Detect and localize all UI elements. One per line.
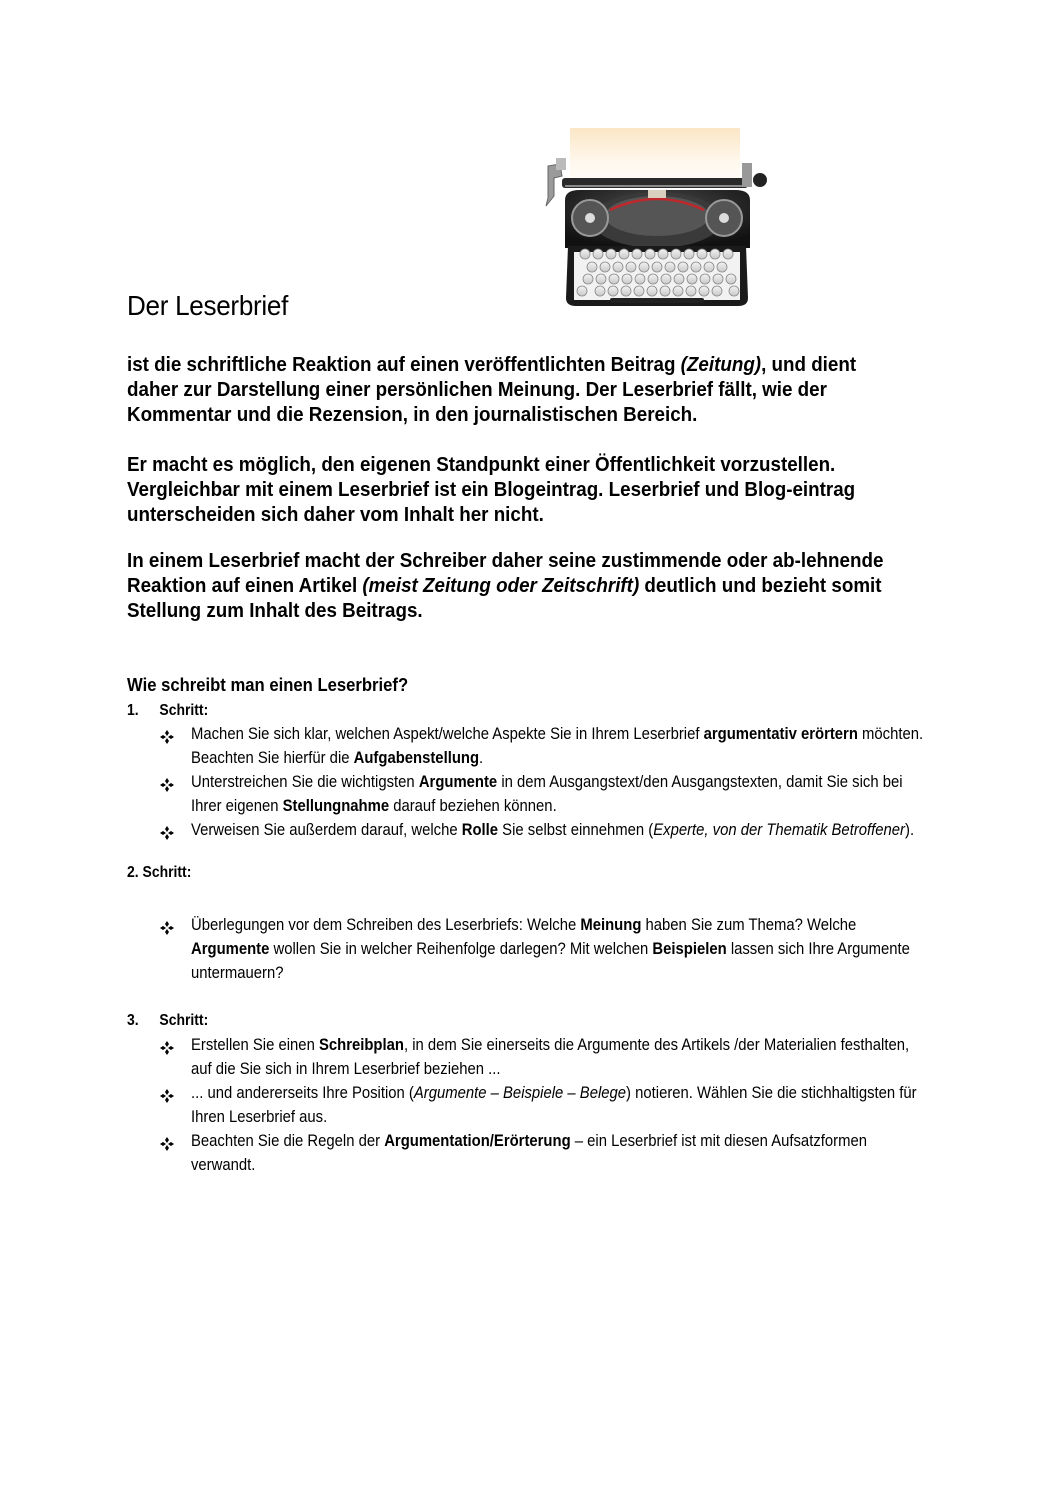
text-segment: Erstellen Sie einen (191, 1036, 319, 1054)
step-number: 3. (127, 1012, 139, 1029)
bullet-item (160, 913, 950, 985)
intro-text: In einem Leserbrief macht der Schreiber daher seine zustimmende oder ab-lehnende Reaktion auf einen Artikel (127, 550, 884, 597)
italic-text: Argumente – Beispiele – Belege (413, 1084, 627, 1102)
step-2-bullets (160, 913, 950, 985)
text-segment: darauf beziehen können. (389, 797, 557, 815)
step-1-bullets (160, 722, 950, 842)
bold-term: Argumente (191, 940, 270, 958)
paper-sheet (570, 128, 740, 186)
text-segment: wollen Sie in welcher Reihenfolge darlegen? Mit welchen (269, 940, 653, 958)
intro-text: deutlich und bezieht somit Stellung zum Inhalt des Beitrags. (127, 575, 882, 622)
text-segment: – ein Leserbrief ist mit diesen Aufsatzformen verwandt. (191, 1132, 867, 1174)
intro-paragraph-2: Er macht es möglich, den eigenen Standpunkt einer Öffentlichkeit vorzustellen. Vergleichbar mit einem Leserbrief ist ein Blogeintrag. Leserbrief und Blog-eintrag unterscheiden sich daher vom Inhalt her nicht. (127, 454, 856, 526)
bullet-item (160, 1033, 950, 1081)
text-segment: ). (904, 821, 915, 839)
bullet-text (191, 818, 929, 842)
step-label: Schritt: (159, 702, 209, 719)
text-segment: Verweisen Sie außerdem darauf, welche (191, 821, 462, 839)
intro-paragraph-1 (127, 353, 898, 428)
diamond-bullet-icon (160, 1134, 174, 1148)
diamond-bullet-icon (160, 1086, 174, 1100)
diamond-bullet-icon (160, 823, 174, 837)
bold-term: Rolle (461, 821, 499, 839)
text-segment: ... und andererseits Ihre Position ( (191, 1084, 414, 1102)
step-3-bullets (160, 1033, 950, 1177)
diamond-bullet-icon (160, 775, 174, 789)
bullet-item (160, 1129, 950, 1177)
step-2-heading (127, 864, 191, 882)
italic-text: Experte, von der Thematik Betroffener (653, 821, 905, 839)
intro-italic: (meist Zeitung oder Zeitschrift) (362, 575, 640, 597)
text-segment: Unterstreichen Sie die wichtigsten (191, 773, 419, 791)
step-label: Schritt: (159, 1012, 209, 1029)
intro-italic: (Zeitung) (680, 354, 762, 376)
bullet-text (191, 1129, 929, 1177)
document-title: Der Leserbrief (127, 290, 289, 321)
bullet-text (191, 1033, 929, 1081)
bullet-text (191, 1081, 929, 1129)
text-segment: lassen sich Ihre Argumente untermauern? (191, 940, 910, 982)
diamond-bullet-icon (160, 727, 174, 741)
text-segment: in dem Ausgangstext/den Ausgangstexten, damit Sie sich bei Ihrer eigenen (191, 773, 903, 815)
bold-term: Argumente (418, 773, 498, 791)
step-number: 2. (127, 864, 139, 881)
howto-heading: Wie schreibt man einen Leserbrief? (127, 674, 409, 695)
bold-term: Beispielen (652, 940, 727, 958)
text-segment: ) notieren. Wählen Sie die stichhaltigsten für Ihren Leserbrief aus. (191, 1084, 917, 1126)
text-segment: möchten. Beachten Sie hierfür die (191, 725, 924, 767)
text-segment: haben Sie zum Thema? Welche (641, 916, 857, 934)
diamond-bullet-icon (160, 918, 174, 932)
intro-text: , und dient daher zur Darstellung einer persönlichen Meinung. Der Leserbrief fällt, wie der Kommentar und die Rezension, in den journalistischen Bereich. (127, 354, 857, 426)
text-segment: . (479, 749, 484, 767)
text-segment: Überlegungen vor dem Schreiben des Leserbriefs: Welche (191, 916, 581, 934)
bold-term: Meinung (580, 916, 642, 934)
text-segment: Machen Sie sich klar, welchen Aspekt/welche Aspekte Sie in Ihrem Leserbrief (191, 725, 704, 743)
bold-term: Argumentation/Erörterung (384, 1132, 571, 1150)
bold-term: argumentativ erörtern (703, 725, 858, 743)
diamond-bullet-icon (160, 1038, 174, 1052)
bullet-item (160, 722, 950, 770)
intro-paragraph-3 (127, 549, 898, 624)
step-3-heading (127, 1012, 208, 1030)
bold-term: Schreibplan (318, 1036, 404, 1054)
bullet-item (160, 770, 950, 818)
bullet-text (191, 722, 929, 770)
bullet-item (160, 1081, 950, 1129)
intro-text: ist die schriftliche Reaktion auf einen veröffentlichten Beitrag (127, 354, 681, 376)
text-segment: , in dem Sie einerseits die Argumente des Artikels /der Materialien festhalten, auf die Sie sich in Ihrem Leserbrief beziehen ... (191, 1036, 910, 1078)
bullet-text (191, 913, 929, 985)
step-1-heading (127, 702, 208, 720)
text-segment: Beachten Sie die Regeln der (191, 1132, 385, 1150)
text-segment: Sie selbst einnehmen ( (498, 821, 654, 839)
step-label: Schritt: (142, 864, 192, 881)
bullet-text (191, 770, 929, 818)
bullet-item (160, 818, 950, 842)
step-number: 1. (127, 702, 139, 719)
bold-term: Stellungnahme (282, 797, 390, 815)
typewriter-image (540, 128, 775, 308)
bold-term: Aufgabenstellung (353, 749, 480, 767)
